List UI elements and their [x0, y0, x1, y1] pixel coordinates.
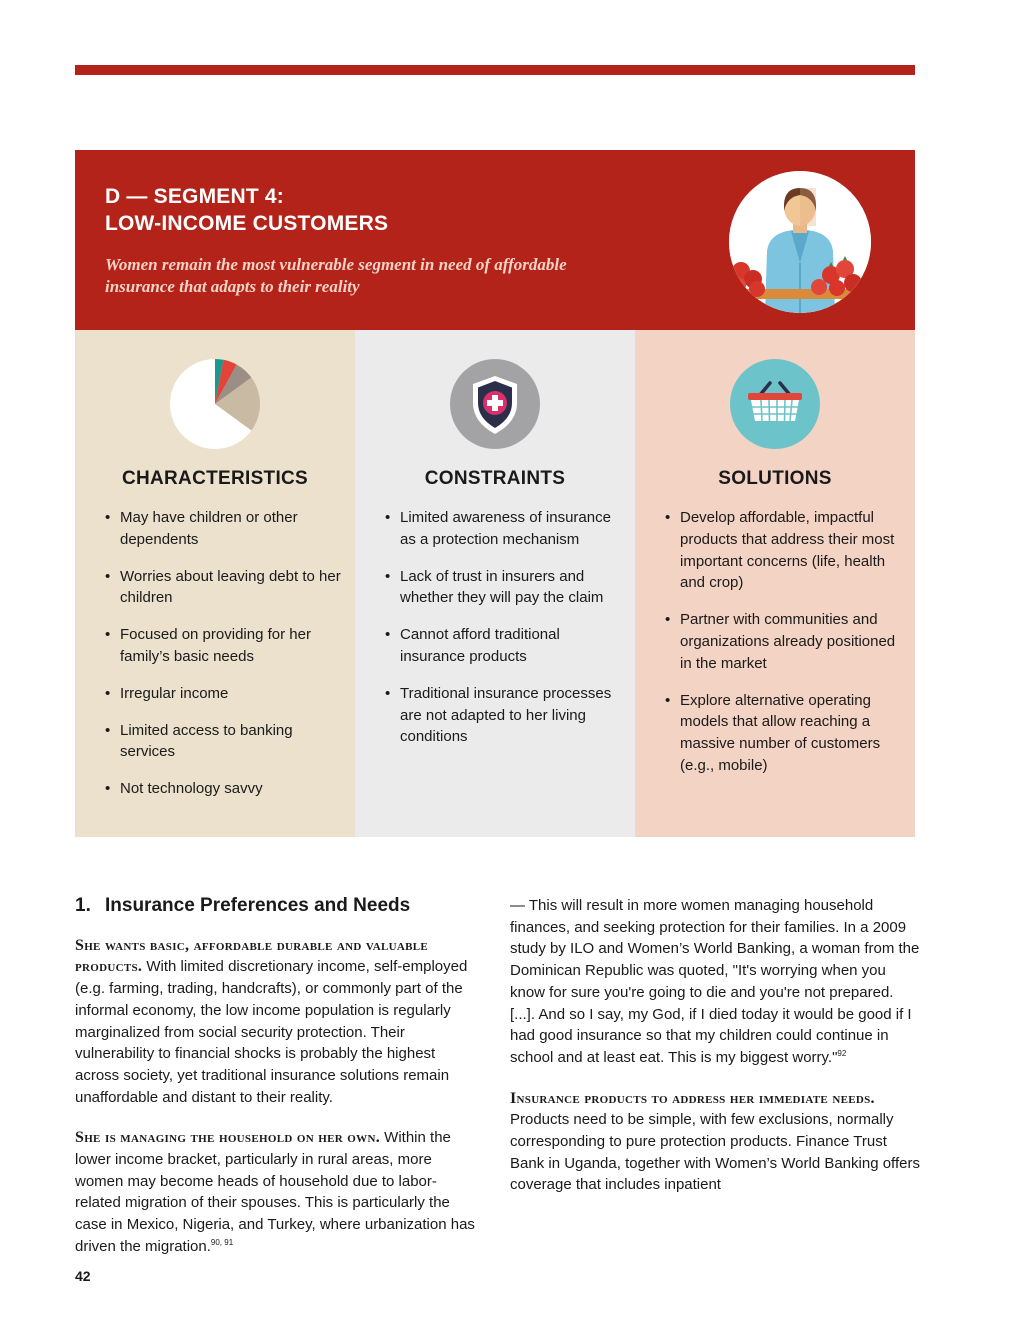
paragraph-immediate-needs: [510, 1088, 920, 1197]
list-item: • Not technology savvy: [105, 778, 345, 800]
section-title: Insurance Preferences and Needs: [105, 895, 411, 916]
characteristics-column: [75, 330, 355, 837]
characteristics-list: [105, 507, 345, 815]
list-item: • May have children or other dependents: [105, 507, 345, 551]
characteristics-heading: CHARACTERISTICS: [121, 468, 309, 489]
segment-banner: [75, 150, 915, 330]
paragraph-lead: She wants basic, affordable durable and valuable products.: [75, 936, 429, 976]
list-item: • Limited access to banking services: [105, 720, 345, 764]
paragraph-lead: She is managing the household on her own.: [75, 1129, 381, 1147]
shield-cross-icon: [450, 359, 540, 449]
section-heading: [75, 895, 480, 917]
pie-chart-icon: [170, 359, 260, 449]
list-item: • Traditional insurance processes are not adapted to her living conditions: [385, 683, 625, 748]
paragraph-basic-products: [75, 935, 480, 1109]
paragraph-text: Within the lower income bracket, particularly in rural areas, more women may become heads of household due to labor-related migration of their spouses. This is particularly the case in Mexico, Nigeria, and Turkey, where urbanization has driven the migration.: [75, 1129, 475, 1255]
solutions-list: [665, 507, 905, 792]
paragraph-text: With limited discretionary income, self-employed (e.g. farming, trading, handcrafts), or commonly part of the informal economy, the low income population is regularly marginalized from social security protection. Their vulnerability to financial shocks is probably the highest across society, yet traditional insurance solutions remain unaffordable and distant to their reality.: [75, 958, 468, 1106]
footnote-ref: 90, 91: [210, 1237, 234, 1247]
characteristics-pie-chart: [170, 359, 260, 449]
footnote-ref: 92: [837, 1048, 847, 1058]
constraints-heading: CONSTRAINTS: [424, 468, 566, 489]
solutions-column: [635, 330, 915, 837]
list-item: • Lack of trust in insurers and whether they will pay the claim: [385, 566, 625, 610]
basket-icon: [730, 359, 820, 449]
section-number: 1.: [75, 895, 91, 916]
paragraph-text: — This will result in more women managing household finances, and seeking protection for their families. In a 2009 study by ILO and Women’s World Banking, a woman from the Dominican Republic was quoted, "It's worrying when you know for sure you're going to die and you're not prepared. [...]. And so I say, my God, if I died today it would be good if I had good insurance so that my children could continue in school and at least eat. This is my biggest worry.": [510, 897, 920, 1066]
constraints-column: [355, 330, 635, 837]
list-item: • Worries about leaving debt to her children: [105, 566, 345, 610]
constraints-list: [385, 507, 625, 763]
top-rule: [75, 65, 915, 75]
list-item: • Limited awareness of insurance as a protection mechanism: [385, 507, 625, 551]
body-left-column: [75, 895, 480, 1277]
woman-vendor-illustration: [729, 171, 871, 313]
list-item: • Explore alternative operating models that allow reaching a massive number of customers (e.g., mobile): [665, 690, 905, 777]
paragraph-lead: Insurance products to address her immediate needs.: [510, 1089, 875, 1107]
paragraph-household-start: [75, 1127, 480, 1257]
list-item: • Partner with communities and organizations already positioned in the market: [665, 609, 905, 674]
banner-title: [105, 183, 388, 237]
segment-columns: [75, 330, 915, 837]
banner-title-line2: LOW-INCOME CUSTOMERS: [105, 212, 389, 235]
page-number: 42: [75, 1268, 91, 1284]
paragraph-household-continued: [510, 895, 920, 1069]
paragraph-text: Products need to be simple, with few exclusions, normally corresponding to pure protection products. Finance Trust Bank in Uganda, together with Women’s World Banking offers coverage that includes inpatient: [510, 1111, 920, 1194]
body-right-column: [510, 895, 920, 1215]
list-item: • Focused on providing for her family’s basic needs: [105, 624, 345, 668]
list-item: • Cannot afford traditional insurance products: [385, 624, 625, 668]
list-item: • Develop affordable, impactful products that address their most important concerns (life, health and crop): [665, 507, 905, 594]
banner-subtitle: Women remain the most vulnerable segment in need of affordable insurance that adapts to their reality: [105, 255, 567, 296]
banner-title-line1: D — SEGMENT 4:: [105, 185, 284, 208]
solutions-heading: SOLUTIONS: [718, 468, 832, 489]
list-item: • Irregular income: [105, 683, 345, 705]
